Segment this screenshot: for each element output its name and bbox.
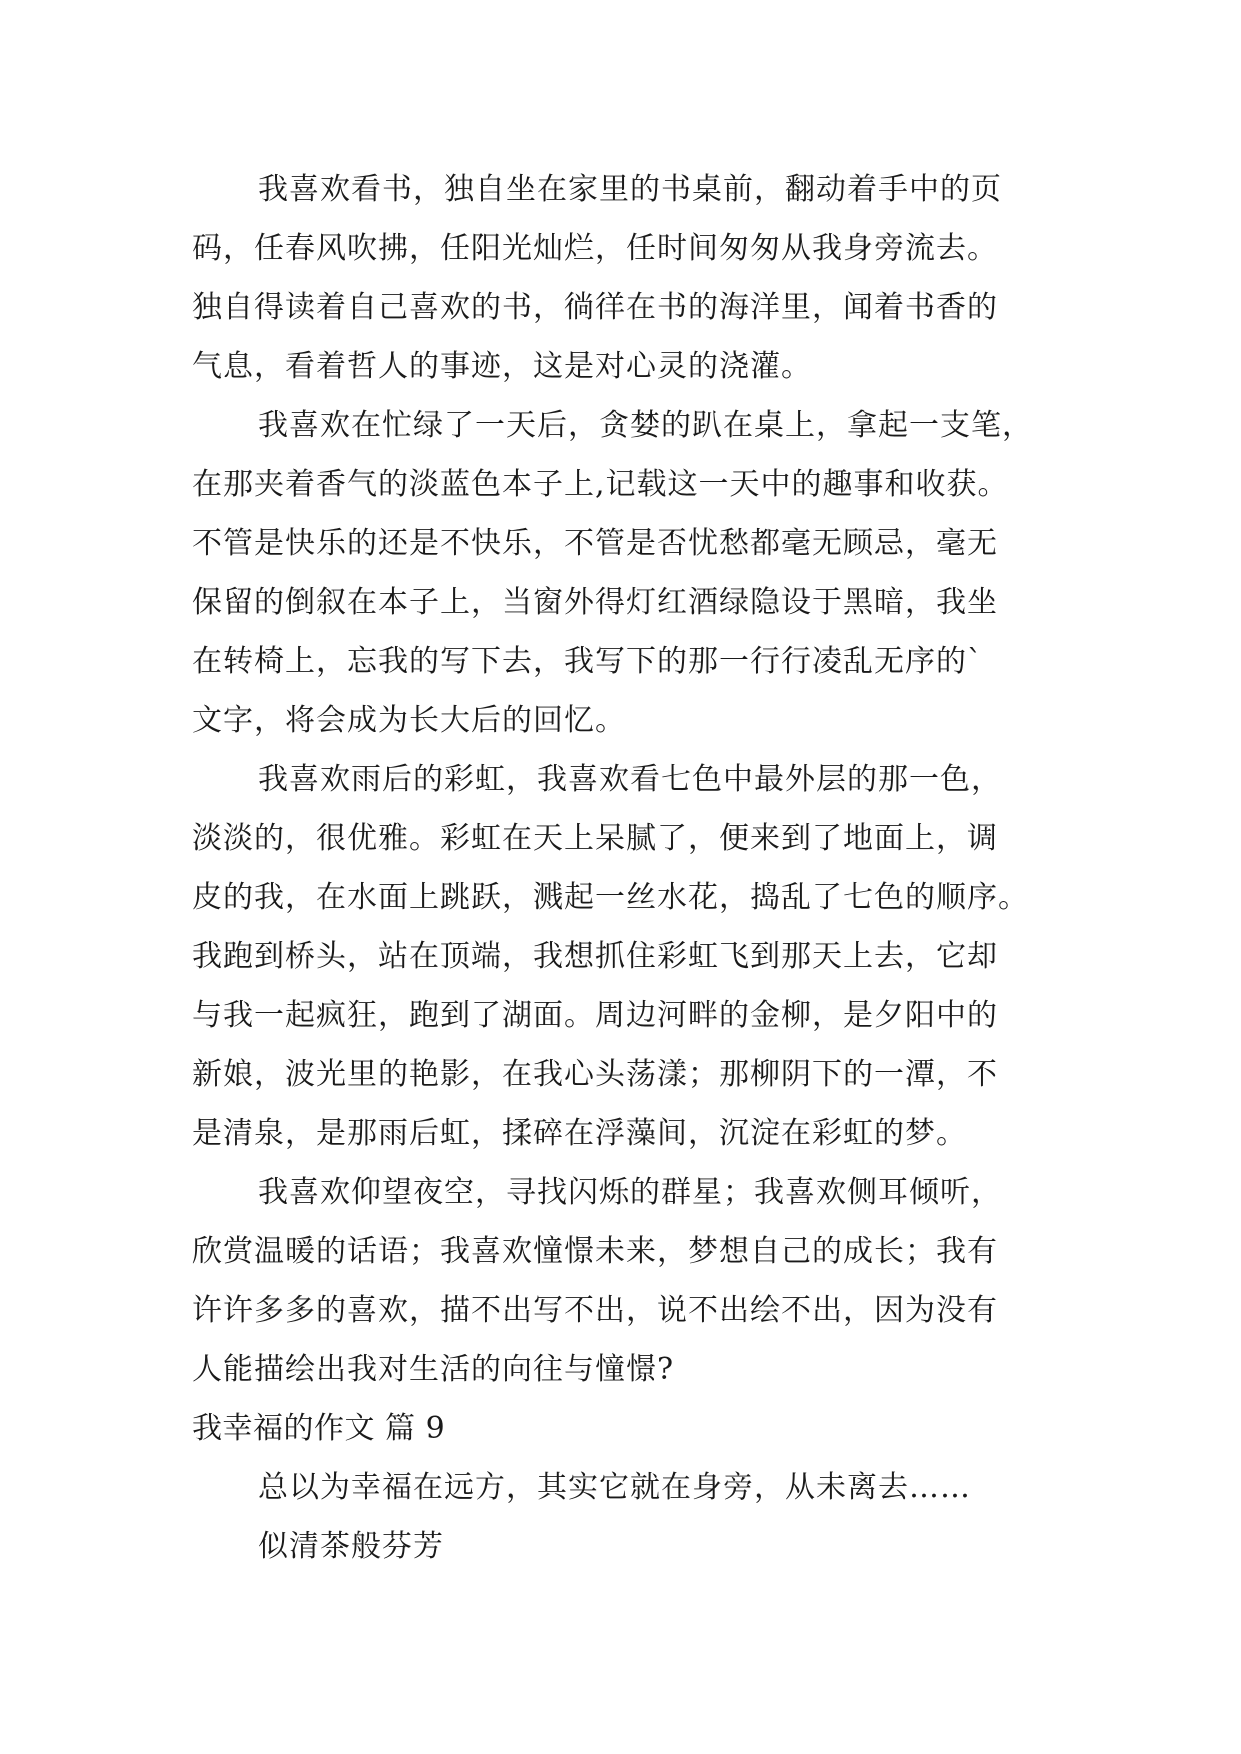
- text-line: 不管是快乐的还是不快乐，不管是否忧愁都毫无顾忌，毫无: [192, 526, 998, 561]
- text-line: 码，任春风吹拂，任阳光灿烂，任时间匆匆从我身旁流去。: [192, 231, 998, 266]
- text-line: 在转椅上，忘我的写下去，我写下的那一行行凌乱无序的`: [192, 644, 983, 679]
- text-line: 许许多多的喜欢，描不出写不出，说不出绘不出，因为没有: [192, 1293, 998, 1328]
- text-line: 文字，将会成为长大后的回忆。: [192, 703, 626, 738]
- text-line: 气息，看着哲人的事迹，这是对心灵的浇灌。: [192, 349, 812, 384]
- document-body: [192, 160, 1052, 1576]
- text-line: 我喜欢看书，独自坐在家里的书桌前，翻动着手中的页: [258, 172, 1002, 207]
- text-line: 我喜欢在忙绿了一天后，贪婪的趴在桌上，拿起一支笔，: [258, 408, 1033, 443]
- paragraph-rainbow: [192, 750, 1052, 1163]
- text-line: 皮的我，在水面上跳跃，溅起一丝水花，捣乱了七色的顺序。: [192, 880, 1029, 915]
- text-line: 是清泉，是那雨后虹，揉碎在浮藻间，沉淀在彩虹的梦。: [192, 1116, 967, 1151]
- text-line: 我喜欢仰望夜空，寻找闪烁的群星；我喜欢侧耳倾听，: [258, 1175, 1002, 1210]
- text-line: 新娘，波光里的艳影，在我心头荡漾；那柳阴下的一潭，不: [192, 1057, 998, 1092]
- text-line: 我跑到桥头，站在顶端，我想抓住彩虹飞到那天上去，它却: [192, 939, 998, 974]
- text-line: 总以为幸福在远方，其实它就在身旁，从未离去……: [258, 1470, 971, 1505]
- paragraph-writing: [192, 396, 1052, 750]
- section-body: [192, 1458, 1052, 1576]
- text-line: 独自得读着自己喜欢的书，徜徉在书的海洋里，闻着书香的: [192, 290, 998, 325]
- text-line: 在那夹着香气的淡蓝色本子上,记载这一天中的趣事和收获。: [192, 467, 1009, 502]
- paragraph-night-sky: [192, 1163, 1052, 1399]
- text-line: 我喜欢雨后的彩虹，我喜欢看七色中最外层的那一色，: [258, 762, 1002, 797]
- text-line: 保留的倒叙在本子上，当窗外得灯红酒绿隐设于黑暗，我坐: [192, 585, 998, 620]
- paragraph-reading: [192, 160, 1052, 396]
- text-line: 与我一起疯狂，跑到了湖面。周边河畔的金柳，是夕阳中的: [192, 998, 998, 1033]
- section-heading: 我幸福的作文 篇 9: [192, 1411, 446, 1446]
- text-line: 欣赏温暖的话语；我喜欢憧憬未来，梦想自己的成长；我有: [192, 1234, 998, 1269]
- text-line: 淡淡的，很优雅。彩虹在天上呆腻了，便来到了地面上，调: [192, 821, 998, 856]
- text-line: 似清茶般芬芳: [258, 1529, 444, 1564]
- text-line: 人能描绘出我对生活的向往与憧憬?: [192, 1352, 675, 1387]
